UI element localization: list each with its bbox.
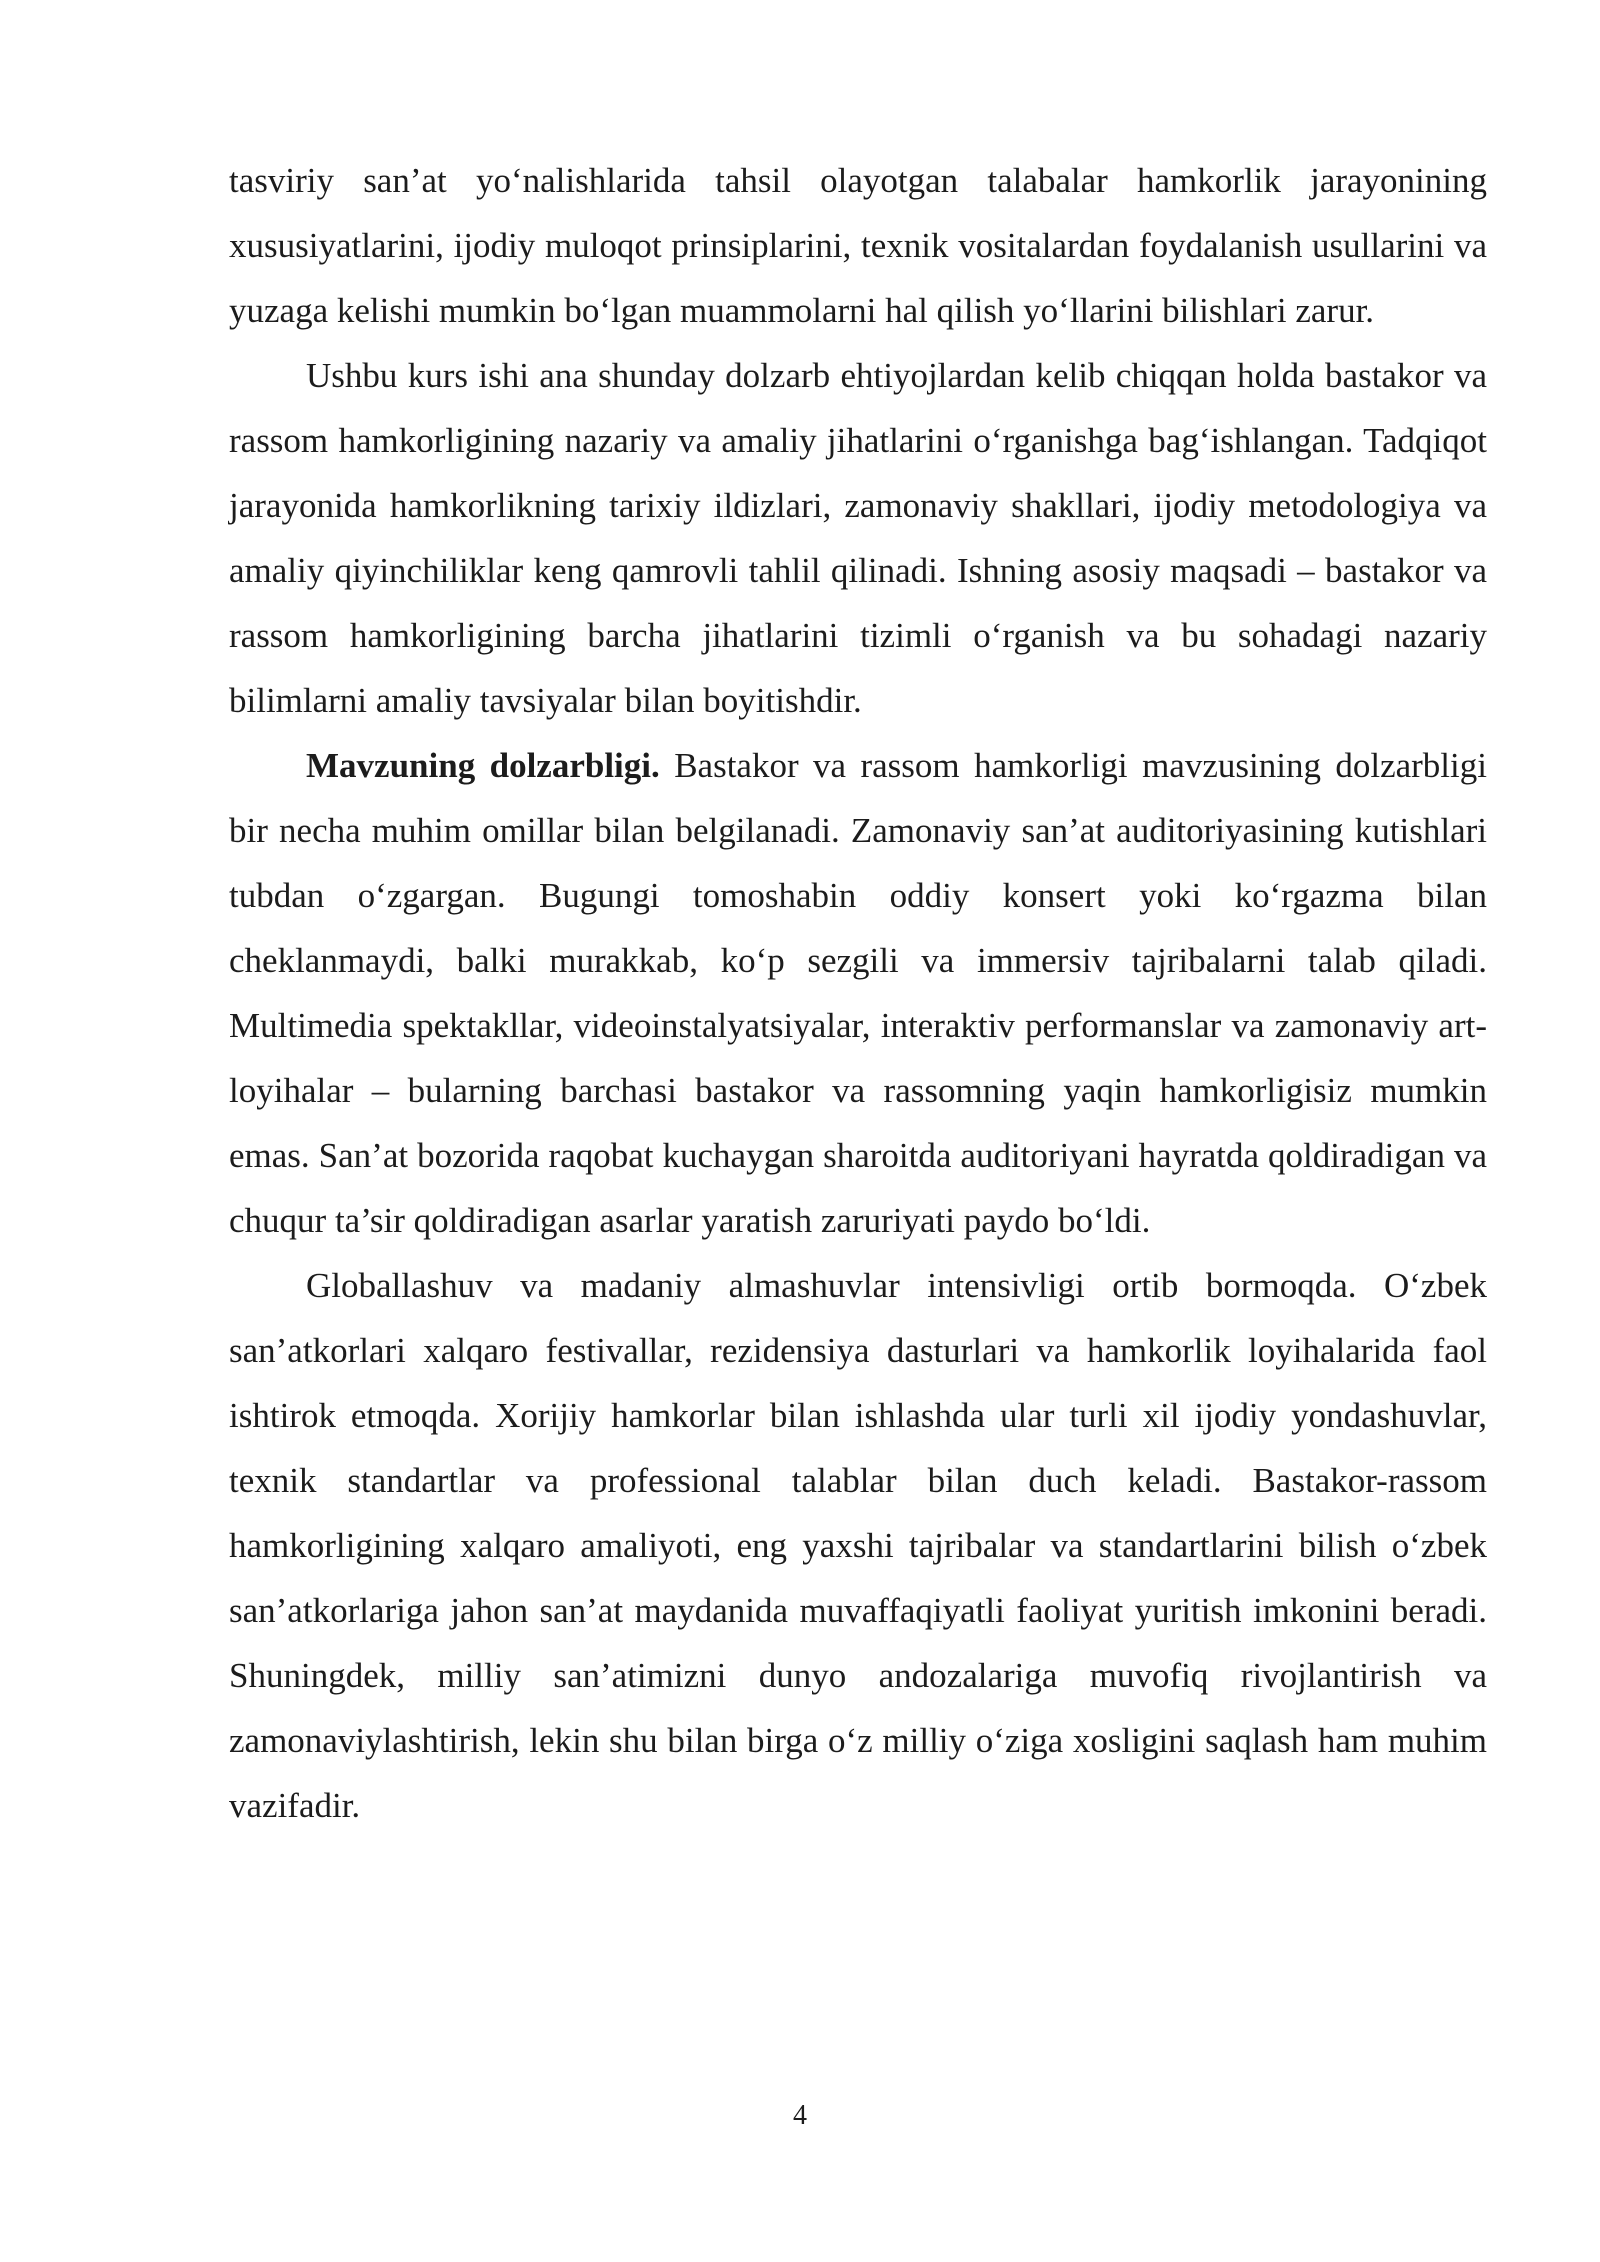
paragraph-3-text: Bastakor va rassom hamkorligi mavzusining dolzarbligi bir necha muhim omillar bilan belgilanadi. Zamonaviy san’at auditoriyasining kutishlari tubdan o‘zgargan. Bugungi tomoshabin oddiy konsert yoki ko‘rgazma bilan cheklanmaydi, balki murakkab, ko‘p sezgili va immersiv tajribalarni talab qiladi. Multimedia spektakllar, videoinstalyatsiyalar, interaktiv performanslar va zamonaviy art-loyihalar – bularning barchasi bastakor va rassomning yaqin hamkorligisiz mumkin emas. San’at bozorida raqobat kuchaygan sharoitda auditoriyani hayratda qoldiradigan va chuqur ta’sir qoldiradigan asarlar yaratish zaruriyati paydo bo‘ldi. (229, 746, 1487, 1240)
section-heading-relevance: Mavzuning dolzarbligi. (306, 746, 660, 785)
paragraph-4-text: Globallashuv va madaniy almashuvlar intensivligi ortib bormoqda. O‘zbek san’atkorlari xalqaro festivallar, rezidensiya dasturlari va hamkorlik loyihalarida faol ishtirok etmoqda. Xorijiy hamkorlar bilan ishlashda ular turli xil ijodiy yondashuvlar, texnik standartlar va professional talablar bilan duch keladi. Bastakor-rassom hamkorligining xalqaro amaliyoti, eng yaxshi tajribalar va standartlarini bilish o‘zbek san’atkorlariga jahon san’at maydanida muvaffaqiyatli faoliyat yuritish imkonini beradi. Shuningdek, milliy san’atimizni dunyo andozalariga muvofiq rivojlantirish va zamonaviylashtirish, lekin shu bilan birga o‘z milliy o‘ziga xosligini saqlash ham muhim vazifadir. (229, 1266, 1487, 1825)
paragraph-1 (229, 148, 1487, 343)
page-number: 4 (793, 2100, 807, 2131)
paragraph-2-text: Ushbu kurs ishi ana shunday dolzarb ehtiyojlardan kelib chiqqan holda bastakor va rassom hamkorligining nazariy va amaliy jihatlarini o‘rganishga bag‘ishlangan. Tadqiqot jarayonida hamkorlikning tarixiy ildizlari, zamonaviy shakllari, ijodiy metodologiya va amaliy qiyinchiliklar keng qamrovli tahlil qilinadi. Ishning asosiy maqsadi – bastakor va rassom hamkorligining barcha jihatlarini tizimli o‘rganish va bu sohadagi nazariy bilimlarni amaliy tavsiyalar bilan boyitishdir. (229, 356, 1487, 720)
paragraph-1-text: tasviriy san’at yo‘nalishlarida tahsil olayotgan talabalar hamkorlik jarayonining xususiyatlarini, ijodiy muloqot prinsiplarini, texnik vositalardan foydalanish usullarini va yuzaga kelishi mumkin bo‘lgan muammolarni hal qilish yo‘llarini bilishlari zarur. (229, 161, 1487, 330)
paragraph-2 (229, 343, 1487, 733)
paragraph-3 (229, 733, 1487, 1253)
body-text (229, 148, 1487, 1838)
paragraph-4 (229, 1253, 1487, 1838)
